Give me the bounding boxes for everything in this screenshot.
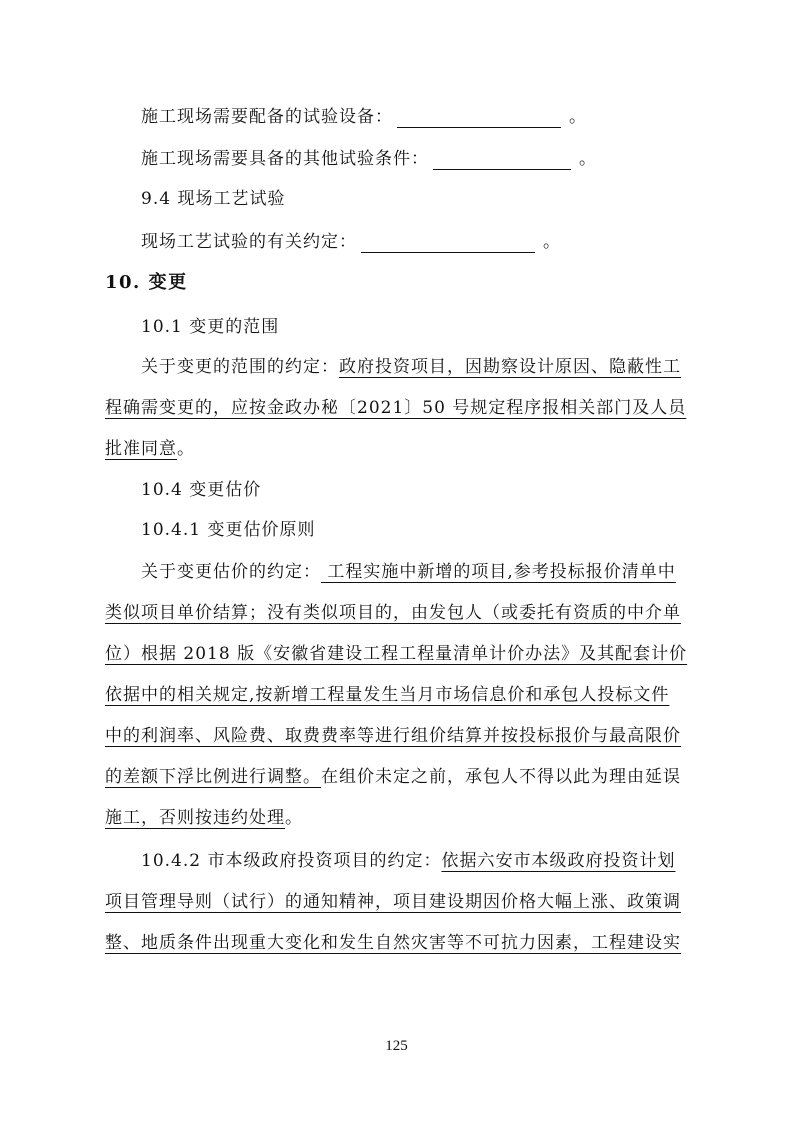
process-test-blank xyxy=(361,234,535,253)
page-number: 125 xyxy=(385,1038,408,1054)
valuation-text-2: 类似项目单价结算；没有类似项目的，由发包人（或委托有资质的中介单 xyxy=(105,603,681,623)
chapter-10-heading: 10. 变更 xyxy=(105,272,188,293)
change-scope-line-1 xyxy=(141,356,701,378)
valuation-text-6: 的差额下浮比例进行调整。 xyxy=(105,767,321,787)
valuation-end: 。 xyxy=(285,808,303,828)
other-conditions-end: 。 xyxy=(579,149,597,169)
process-test-line xyxy=(141,231,701,253)
valuation-text-3: 位）根据 2018 版《安徽省建设工程工程量清单计价办法》及其配套计价 xyxy=(105,644,688,664)
other-conditions-blank xyxy=(433,151,571,170)
change-scope-label: 关于变更的范围的约定： xyxy=(141,357,339,377)
valuation-line-4 xyxy=(105,684,705,706)
valuation-text-5: 中的利润率、风险费、取费费率等进行组价结算并按投标报价与最高限价 xyxy=(105,726,681,746)
process-test-label: 现场工艺试验的有关约定： xyxy=(141,232,357,252)
valuation-text-6-rest: 在组价未定之前，承包人不得以此为理由延误 xyxy=(321,767,681,787)
city-project-line-1 xyxy=(141,850,701,872)
other-conditions-line xyxy=(141,148,701,170)
valuation-label: 关于变更估价的约定： xyxy=(141,562,321,582)
test-equipment-blank xyxy=(397,109,561,128)
city-project-text-2: 项目管理导则（试行）的通知精神，项目建设期因价格大幅上涨、政策调 xyxy=(105,892,681,912)
test-equipment-line xyxy=(141,106,701,128)
section-10-4-1-title: 10.4.1 变更估价原则 xyxy=(141,520,316,540)
change-scope-line-3 xyxy=(105,438,705,460)
change-scope-end: 。 xyxy=(177,439,195,459)
valuation-line-2 xyxy=(105,602,705,624)
valuation-line-1 xyxy=(141,561,701,583)
valuation-line-6 xyxy=(105,766,705,788)
city-project-line-3 xyxy=(105,932,705,954)
city-project-text-3: 整、地质条件出现重大变化和发生自然灾害等不可抗力因素，工程建设实 xyxy=(105,933,681,953)
valuation-text-4: 依据中的相关规定,按新增工程量发生当月市场信息价和承包人投标文件 xyxy=(105,685,670,705)
city-project-text-1: 依据六安市本级政府投资计划 xyxy=(441,851,676,871)
section-9-4-title: 9.4 现场工艺试验 xyxy=(141,189,286,209)
other-conditions-label: 施工现场需要具备的其他试验条件： xyxy=(141,149,429,169)
valuation-line-7 xyxy=(105,807,705,829)
section-10-1-title: 10.1 变更的范围 xyxy=(141,317,280,337)
valuation-line-5 xyxy=(105,725,705,747)
city-project-label: 10.4.2 市本级政府投资项目的约定： xyxy=(141,851,442,871)
change-scope-text-1: 政府投资项目，因勘察设计原因、隐蔽性工 xyxy=(339,357,681,377)
process-test-end: 。 xyxy=(543,232,561,252)
test-equipment-label: 施工现场需要配备的试验设备： xyxy=(141,107,393,127)
change-scope-text-2: 程确需变更的，应按金政办秘〔2021〕50 号规定程序报相关部门及人员 xyxy=(105,398,687,418)
change-scope-text-3: 批准同意 xyxy=(105,439,177,459)
city-project-line-2 xyxy=(105,891,705,913)
valuation-line-3 xyxy=(105,643,705,665)
section-10-4-title: 10.4 变更估价 xyxy=(141,480,262,500)
valuation-text-7: 施工，否则按违约处理 xyxy=(105,808,285,828)
valuation-text-1: 工程实施中新增的项目,参考投标报价清单中 xyxy=(321,562,676,582)
change-scope-line-2 xyxy=(105,397,705,419)
test-equipment-end: 。 xyxy=(569,107,587,127)
